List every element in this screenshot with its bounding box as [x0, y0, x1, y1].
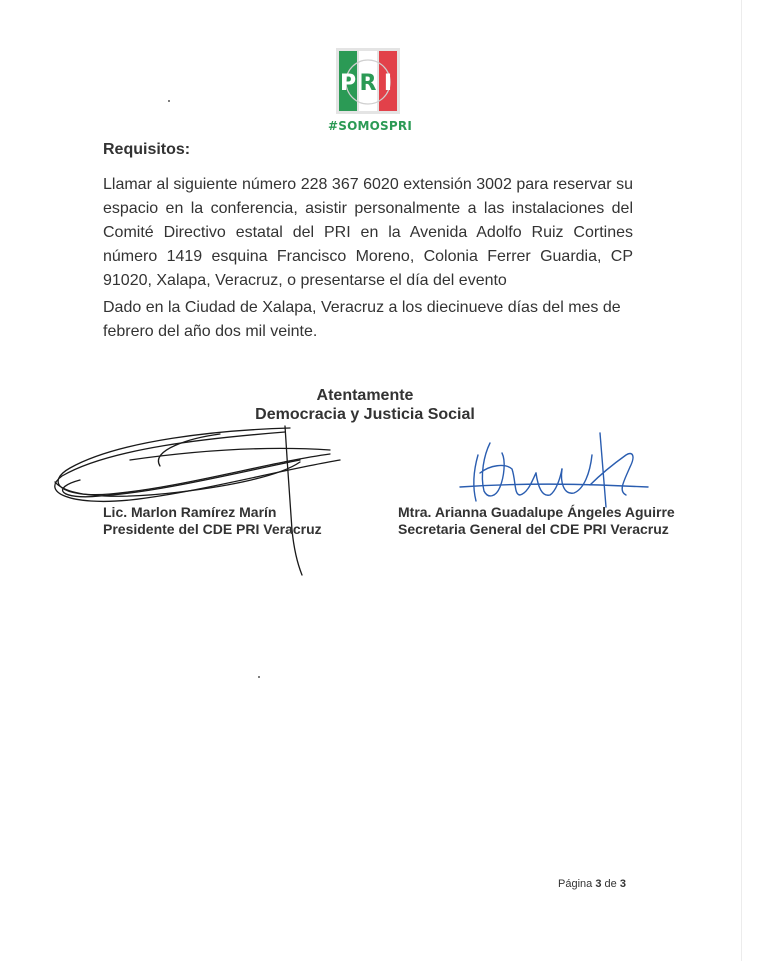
logo-letter-r: R	[359, 71, 377, 96]
closing-salutation: Atentamente	[316, 387, 414, 404]
scan-speck	[168, 100, 170, 102]
scan-edge	[741, 0, 742, 961]
right-signatory-title: Secretaria General del CDE PRI Veracruz	[398, 521, 669, 537]
left-signatory-name: Lic. Marlon Ramírez Marín	[103, 504, 277, 520]
page-number-of: de	[604, 878, 617, 890]
page-number	[558, 878, 626, 890]
requirements-heading: Requisitos:	[103, 141, 191, 158]
requirements-paragraph: Llamar al siguiente número 228 367 6020 extensión 3002 para reservar su espacio en la conferencia, asistir personalmente a las instalaciones del Comité Directivo estatal del PRI en la Avenida Adolfo Ruiz Cortines número 1419 esquina Francisco Moreno, Colonia Ferrer Guardia, CP 91020, Xalapa, Veracruz, o presentarse el día del evento	[103, 176, 633, 289]
page-number-current: 3	[595, 878, 602, 890]
page-number-total: 3	[619, 878, 626, 890]
logo-letter-p: P	[339, 71, 357, 96]
logo-hashtag: #SOMOSPRI	[328, 119, 412, 133]
date-paragraph: Dado en la Ciudad de Xalapa, Veracruz a los diecinueve días del mes de febrero del año dos mil veinte.	[103, 299, 621, 340]
right-signatory	[398, 504, 675, 538]
pri-logo	[336, 48, 400, 114]
page-number-prefix: Página	[558, 878, 593, 890]
right-handwritten-signature	[450, 425, 650, 515]
logo-letter-i: I	[383, 71, 393, 96]
closing-motto: Democracia y Justicia Social	[255, 406, 475, 423]
left-handwritten-signature	[40, 420, 360, 580]
right-signatory-name: Mtra. Arianna Guadalupe Ángeles Aguirre	[398, 504, 675, 520]
left-signatory-title: Presidente del CDE PRI Veracruz	[103, 521, 322, 537]
left-signatory	[103, 504, 322, 538]
scan-speck	[258, 676, 260, 678]
